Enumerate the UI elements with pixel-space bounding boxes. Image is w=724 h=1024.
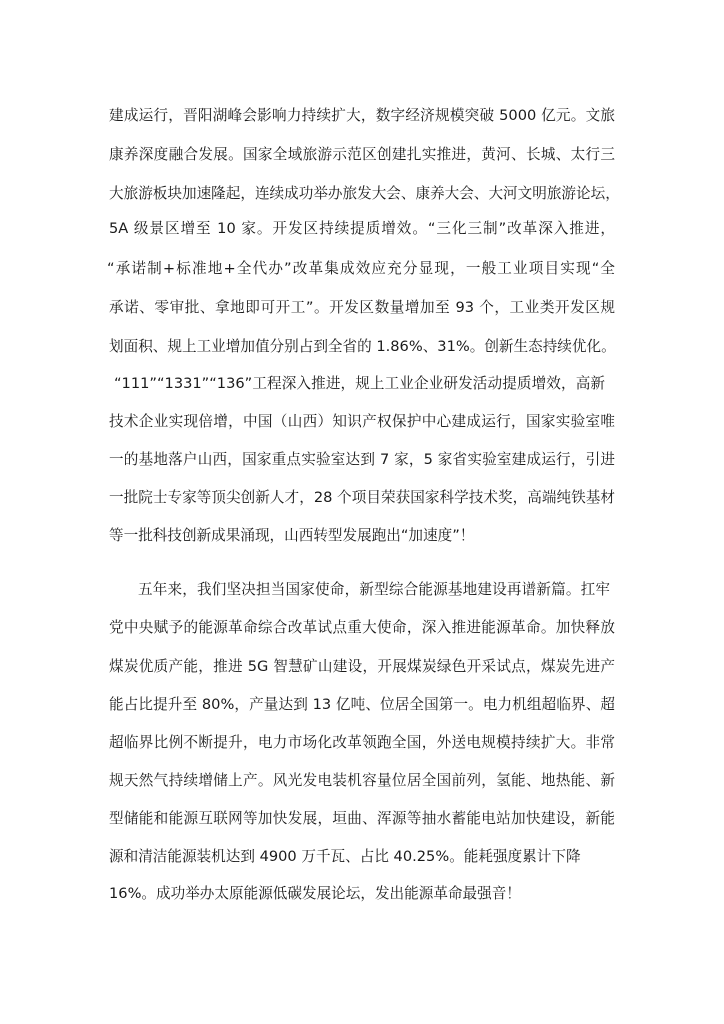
text-line: “111”“1331”“136”工程深入推进，规上工业企业研发活动提质增效，高新: [114, 375, 605, 392]
text-line: 16%。成功举办太原能源低碳发展论坛，发出能源革命最强音！: [109, 885, 521, 902]
text-line: 党中央赋予的能源革命综合改革试点重大使命，深入推进能源革命。加快释放: [109, 619, 615, 636]
text-line: 等一批科技创新成果涌现，山西转型发展跑出“加速度”！: [109, 527, 475, 544]
text-line: 型储能和能源互联网等加快发展，垣曲、浑源等抽水蓄能电站加快建设，新能: [109, 810, 615, 827]
text-line: 源和清洁能源装机达到 4900 万千瓦、占比 40.25%。能耗强度累计下降: [109, 848, 581, 865]
text-line: 建成运行，晋阳湖峰会影响力持续扩大，数字经济规模突破 5000 亿元。文旅: [109, 107, 615, 124]
text-line: 承诺、零审批、拿地即可开工”。开发区数量增加至 93 个，工业类开发区规: [109, 299, 615, 316]
text-line: 一的基地落户山西，国家重点实验室达到 7 家，5 家省实验室建成运行，引进: [109, 451, 615, 468]
text-line: 煤炭优质产能，推进 5G 智慧矿山建设，开展煤炭绿色开采试点，煤炭先进产: [109, 658, 615, 675]
text-line: “承诺制+标准地+全代办”改革集成效应充分显现，一般工业项目实现“全: [107, 260, 615, 277]
text-line: 技术企业实现倍增，中国（山西）知识产权保护中心建成运行，国家实验室唯: [109, 413, 615, 430]
text-line: 5A 级景区增至 10 家。开发区持续提质增效。“三化三制”改革深入推进，: [109, 220, 615, 237]
text-line: 能占比提升至 80%，产量达到 13 亿吨、位居全国第一。电力机组超临界、超: [109, 696, 615, 713]
text-line: 超临界比例不断提升，电力市场化改革领跑全国，外送电规模持续扩大。非常: [109, 734, 615, 751]
text-line: 康养深度融合发展。国家全域旅游示范区创建扎实推进，黄河、长城、太行三: [109, 146, 615, 163]
text-line: 大旅游板块加速隆起，连续成功举办旅发大会、康养大会、大河文明旅游论坛，: [109, 185, 620, 202]
text-line: 规天然气持续增储上产。风光发电装机容量位居全国前列，氢能、地热能、新: [109, 772, 615, 789]
text-line: 五年来，我们坚决担当国家使命，新型综合能源基地建设再谱新篇。扛牢: [138, 581, 610, 598]
text-line: 一批院士专家等顶尖创新人才，28 个项目荣获国家科学技术奖，高端纯铁基材: [109, 489, 615, 506]
text-line: 划面积、规上工业增加值分别占到全省的 1.86%、31%。创新生态持续优化。: [109, 338, 616, 355]
